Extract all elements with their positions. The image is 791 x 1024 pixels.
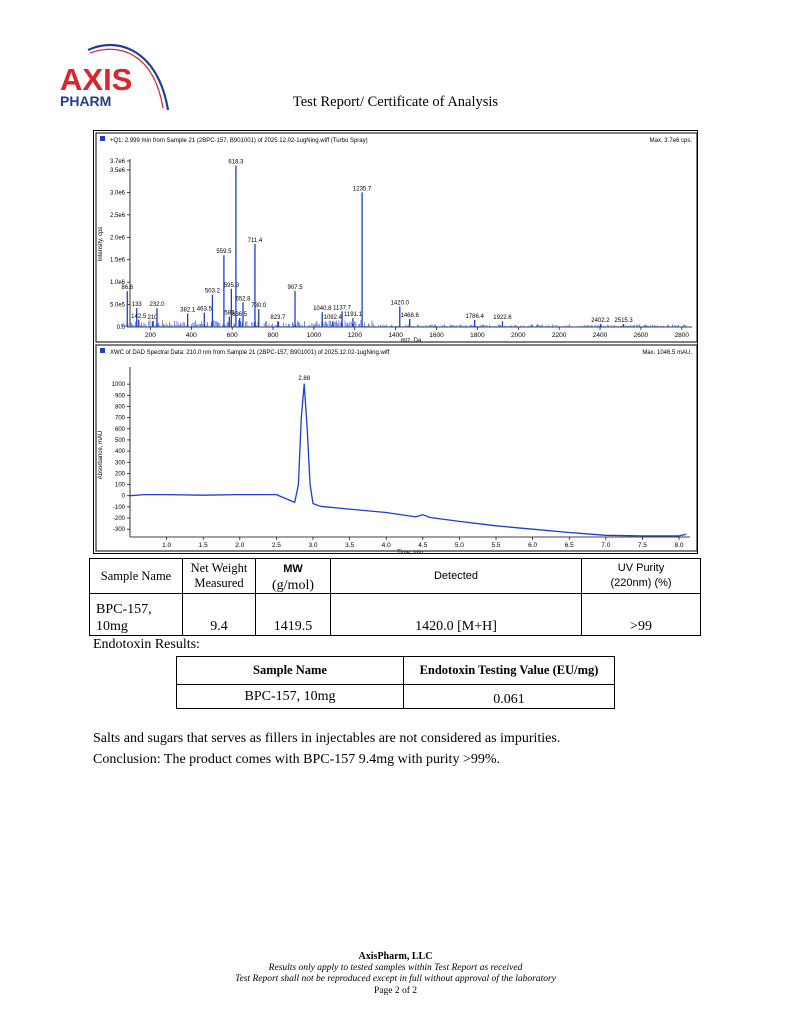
uv-y-label: Absorbance, mAU [98,430,104,480]
th-endo-value: Endotoxin Testing Value (EU/mg) [404,657,615,685]
cell-sample-line2: 10mg [96,619,128,634]
spectrum-x-tick-label: 1800 [470,332,485,339]
uv-x-tick-label: 1.5 [198,542,208,549]
cell-mw: 1419.5 [256,594,331,636]
spectrum-peak-label: 823.7 [270,315,286,322]
th-endo-sample: Sample Name [177,657,404,685]
uv-peak-label: 2.88 [298,376,311,383]
uv-y-tick-label: 900 [114,393,125,400]
uv-x-tick-label: 4.5 [418,542,428,549]
spectrum-x-tick-label: 400 [185,332,197,339]
spectrum-peak-label: 382.1 [180,307,196,314]
spectrum-y-label: Intensity, cps [98,226,104,262]
chromatogram-panel [93,130,698,554]
spectrum-peak-label: 595.9 [223,282,239,289]
uv-y-tick-label: -100 [112,504,125,511]
spectrum-peak-label: 1092.4 [323,315,342,322]
th-uv-line1: UV Purity [617,562,665,574]
uv-title: XWC of DAD Spectral Data: 210.0 nm from Sample 21 (2BPC-157, B901001) of 2025.12.02-1ugNing.wiff [110,350,390,356]
footer-line2: Test Report shall not be reproduced except in full without approval of the laboratory [235,974,556,984]
spectrum-y-tick-label: 2.0e6 [109,235,125,242]
th-mw-line1: MW [283,562,303,575]
cell-endo-value: 0.061 [404,685,615,709]
spectrum-x-tick-label: 2200 [551,332,567,339]
spectrum-peak-label: 652.8 [235,296,251,303]
spectrum-legend-marker [100,136,105,141]
logo-axis-text: AXIS [60,62,133,97]
results-table [89,558,701,636]
footer [0,951,791,997]
charts-svg [94,131,699,555]
uv-x-tick-label: 6.5 [564,542,574,549]
spectrum-peak-label: 503.2 [204,288,220,295]
uv-x-tick-label: 3.5 [345,542,355,549]
spectrum-x-tick-label: 1000 [306,332,322,339]
uv-x-tick-label: 6.0 [528,542,538,549]
spectrum-x-tick-label: 1600 [429,332,444,339]
table-row [177,685,615,709]
uv-x-tick-label: 7.5 [637,542,647,549]
uv-max-label: Max. 1046.5 mAU. [642,350,692,356]
spectrum-x-tick-label: 2600 [633,332,649,339]
spectrum-peak-label: 210 [147,315,158,322]
spectrum-peak-label: 711.4 [247,238,263,244]
table-row [90,594,701,636]
uv-y-tick-label: 600 [114,426,125,433]
th-detected: Detected [331,559,582,594]
page-title: Test Report/ Certificate of Analysis [292,94,499,110]
footer-company: AxisPharm, LLC [358,951,433,962]
uv-y-tick-label: -200 [112,516,125,523]
spectrum-x-tick-label: 2800 [674,332,690,339]
spectrum-peak-label: 618.3 [228,159,244,166]
uv-y-tick-label: 200 [114,471,125,478]
logo-pharm-text: PHARM [60,93,112,109]
note-conclusion: Conclusion: The product comes with BPC-157 9.4mg with purity >99%. [93,752,501,767]
spectrum-title: +Q1: 2.999 min from Sample 21 (2BPC-157, B901001) of 2025.12.02-1ugNing.wiff (Turbo Spray) [110,138,368,144]
spectrum-peak-label: 907.5 [287,285,303,292]
spectrum-peak-label: 1420.0 [390,300,409,307]
spectrum-peak-label: 559.5 [216,249,232,256]
spectrum-peak-label: 1468.6 [400,312,419,319]
uv-y-tick-label: 800 [114,404,125,411]
footer-line1: Results only apply to tested samples within Test Report as received [268,962,523,973]
uv-x-label: Time, min [396,550,424,555]
spectrum-x-tick-label: 600 [226,332,238,339]
spectrum-peak-label: 1040.8 [313,306,332,313]
spectrum-peak-label: 1235.7 [352,186,372,193]
cell-endo-sample: BPC-157, 10mg [177,685,404,709]
cell-sample-line1: BPC-157, [96,602,152,617]
uv-x-tick-label: 7.0 [601,542,611,549]
spectrum-peak-label: 1786.4 [465,313,484,320]
spectrum-y-tick-label: 3.0e6 [109,190,125,197]
uv-x-tick-label: 5.5 [491,542,501,549]
uv-y-tick-label: 1000 [111,382,125,389]
spectrum-x-label: m/z, Da [400,338,422,344]
th-uv-line2: (220nm) (%) [610,577,672,589]
th-mw-line2: (g/mol) [272,577,314,593]
spectrum-peak-label: 2402.2 [591,317,610,324]
spectrum-peak-label: 86.6 [121,285,134,292]
spectrum-peak-label: 232.0 [149,302,165,309]
spectrum-y-tick-label: 3.5e6 [109,167,125,174]
spectrum-y-tick-label: 0.0 [116,325,125,331]
spectrum-peak-label: 730.0 [251,303,267,310]
spectrum-x-tick-label: 2000 [511,332,526,339]
spectrum-peak-label: 636.5 [232,312,248,319]
spectrum-x-tick-label: 1200 [347,332,363,339]
spectrum-x-tick-label: 800 [267,332,279,339]
th-net-weight [183,559,256,594]
uv-x-tick-label: 2.0 [235,542,245,549]
uv-x-tick-label: 8.0 [674,542,684,549]
th-net-weight-line2: Measured [194,576,244,590]
th-mw [256,559,331,594]
uv-trace [130,384,686,536]
spectrum-y-tick-label: 3.7e6 [109,159,125,165]
spectrum-y-tick-label: 1.5e6 [109,257,125,264]
spectrum-y-tick-label: 2.5e6 [109,212,125,219]
th-sample-name: Sample Name [90,559,183,594]
uv-y-tick-label: 400 [114,449,125,456]
spectrum-peak-label: 133 [131,302,142,309]
uv-y-tick-label: 300 [114,460,125,467]
spectrum-peak-label: 463.5 [196,306,212,313]
spectrum-x-tick-label: 200 [145,332,156,339]
spectrum-peak-label: 1191.1 [344,312,362,319]
uv-y-tick-label: -300 [112,527,125,534]
note-fillers: Salts and sugars that serves as fillers in injectables are not considered as impurities. [93,731,561,746]
th-net-weight-line1: Net Weight [190,561,248,575]
uv-x-tick-label: 4.0 [381,542,391,549]
uv-x-tick-label: 1.0 [162,542,172,549]
cell-detected: 1420.0 [M+H] [331,594,582,636]
spectrum-peak-label: 2515.3 [614,317,633,324]
spectrum-peak-label: 586 [224,310,235,317]
uv-y-tick-label: 700 [114,415,125,422]
spectrum-x-tick-label: 2400 [592,332,608,339]
spectrum-max-label: Max. 3.7e6 cps. [649,138,692,144]
spectrum-peak-label: 1137.7 [333,305,352,312]
uv-x-tick-label: 5.0 [454,542,464,549]
footer-page: Page 2 of 2 [373,985,417,996]
spectrum-peak-label: 142.5 [131,313,147,320]
spectrum-y-tick-label: 1.0e6 [109,280,125,287]
cell-sample [90,594,183,636]
uv-x-tick-label: 3.0 [308,542,318,549]
cell-uv-purity: >99 [582,594,701,636]
endotoxin-label: Endotoxin Results: [93,637,200,652]
uv-y-tick-label: 0 [121,493,125,500]
endotoxin-table [176,656,615,709]
spectrum-peak-label: 1922.6 [493,315,512,322]
uv-legend-marker [100,348,105,353]
cell-net-weight: 9.4 [183,594,256,636]
uv-y-tick-label: 100 [114,482,125,489]
th-uv-purity [582,559,701,594]
uv-x-tick-label: 2.5 [271,542,281,549]
spectrum-x-tick-label: 1400 [388,332,403,339]
uv-panel-border [96,345,697,551]
uv-y-tick-label: 500 [114,437,125,444]
spectrum-y-tick-label: 5.0e5 [109,302,125,309]
